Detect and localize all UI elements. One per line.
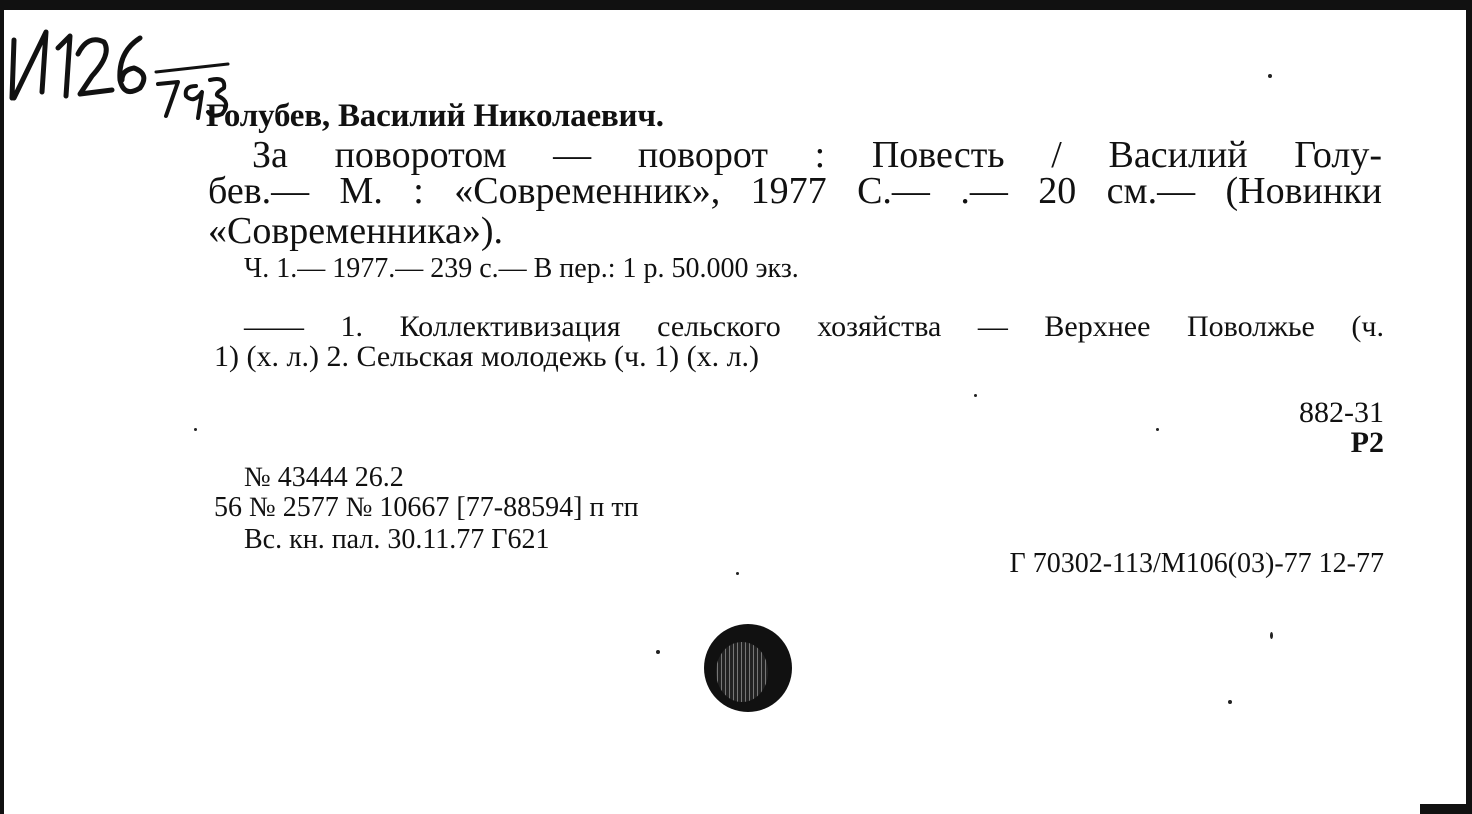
record-number-1: № 43444 26.2 [244,462,404,493]
author-mark: Р2 [1350,426,1384,459]
publisher-code: Г 70302-113/М106(03)-77 12-77 [1009,548,1384,579]
subject-line-2: 1) (х. л.) 2. Сельская молодежь (ч. 1) (х. л.) [214,340,760,373]
punch-hole [700,622,796,718]
speck [656,650,660,654]
title-line-2: бев.— М. : «Современник», 1977 С.— .— 20 см.— (Новинки [208,170,1382,212]
speck [1228,700,1232,704]
card-border-left [0,0,4,814]
speck [1270,632,1273,639]
part-details: Ч. 1.— 1977.— 239 с.— В пер.: 1 р. 50.000 экз. [244,253,799,284]
speck [974,394,977,397]
speck [194,428,197,431]
record-number-2: 56 № 2577 № 10667 [77-88594] п тп [214,492,639,523]
classification-index: 882-31 [1299,396,1384,429]
speck [1156,428,1159,431]
speck [736,572,739,575]
subject-line-1: —— 1. Коллективизация сельского хозяйства — Верхнее Поволжье (ч. [244,310,1384,343]
card-border-bottom [1420,804,1472,814]
speck [1268,74,1272,78]
card-border-right [1466,0,1472,814]
title-line-1: За поворотом — поворот : Повесть / Василий Голу- [252,134,1382,176]
title-line-3: «Современника»). [208,210,503,252]
author-heading: Голубев, Василий Николаевич. [206,98,664,134]
card-border-top [0,0,1472,10]
handwritten-shelfmark [8,20,238,120]
chamber-record: Вс. кн. пал. 30.11.77 Г621 [244,524,550,555]
